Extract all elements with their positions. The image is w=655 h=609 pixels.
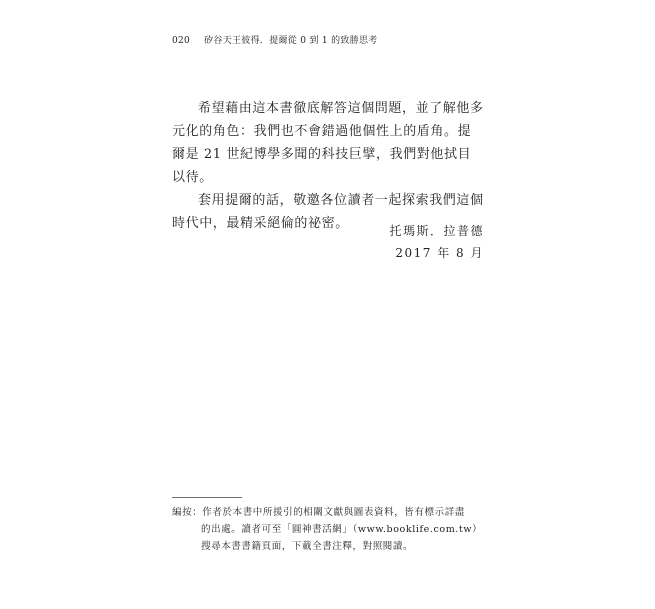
page-number: 020 bbox=[172, 36, 191, 46]
paragraph-1: 希望藉由這本書徹底解答這個問題，並了解他多元化的角色：我們也不會錯過他個性上的盾角。提爾是 21 世紀博學多聞的科技巨擘，我們對他拭目以待。 bbox=[172, 101, 484, 185]
signature-author: 托瑪斯．拉普德 bbox=[389, 224, 484, 238]
running-title: 矽谷天王彼得．提爾從 0 到 1 的致勝思考 bbox=[204, 36, 378, 46]
running-header bbox=[172, 33, 378, 46]
footnote-line-3: 搜尋本書書籍頁面，下載全書注釋，對照閱讀。 bbox=[201, 541, 414, 552]
body-text bbox=[172, 97, 484, 235]
footnote-divider bbox=[172, 497, 242, 498]
paragraph-2: 套用提爾的話，敬邀各位讀者一起探索我們這個時代中，最精采絕倫的祕密。 bbox=[172, 193, 484, 231]
footnote bbox=[172, 504, 492, 555]
signature-date: 2017 年 8 月 bbox=[395, 246, 484, 260]
footnote-line-1: 編按：作者於本書中所援引的相關文獻與圖表資料，皆有標示詳盡 bbox=[172, 507, 465, 518]
footnote-line-2: 的出處。讀者可至「圓神書活網」（www.booklife.com.tw） bbox=[201, 524, 483, 535]
